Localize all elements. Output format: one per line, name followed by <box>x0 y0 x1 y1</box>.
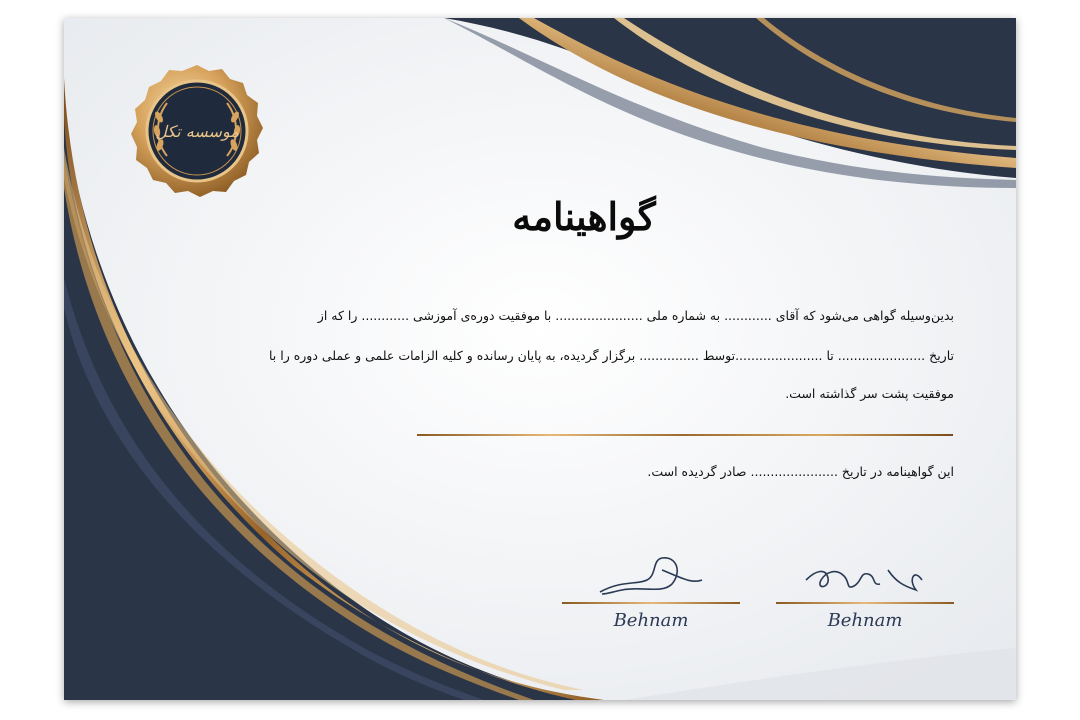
signature-caption: Behnam <box>827 610 903 631</box>
seal-text: موسسه تکل <box>155 122 239 141</box>
signature-scribble <box>776 550 954 602</box>
body-line-1: بدین‌وسیله گواهی می‌شود که آقای ............ به شماره ملی ...................... با موفقیت دوره‌ی آموزشی ............ را که از <box>317 308 954 323</box>
issue-date-line: این گواهینامه در تاریخ ...................... صادر گردیده است. <box>647 464 954 479</box>
signature-line <box>776 602 954 604</box>
signature-line <box>562 602 740 604</box>
certificate-title: گواهینامه <box>512 194 656 239</box>
signature-right <box>776 550 954 650</box>
gold-divider <box>417 434 953 436</box>
signature-scribble <box>562 550 740 602</box>
seal-emblem <box>122 56 272 206</box>
certificate <box>64 18 1016 700</box>
signature-caption: Behnam <box>613 610 689 631</box>
body-line-2: تاریخ ...................... تا ......................توسط ............... برگزار گردیده، به پایان رسانده و کلیه الزامات علمی و عملی دوره را با <box>268 348 954 363</box>
body-line-3: موفقیت پشت سر گذاشته است. <box>785 386 954 401</box>
signature-left <box>562 550 740 650</box>
